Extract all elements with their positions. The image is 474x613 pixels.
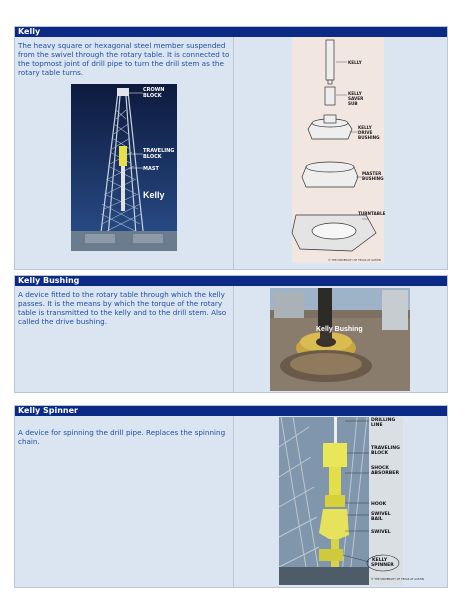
section-title: Kelly Bushing: [15, 276, 447, 286]
kelly-bushing-text-column: [15, 286, 234, 392]
svg-text:SWIVEL: SWIVEL: [371, 530, 391, 535]
kelly-spinner-description: A device for spinning the drill pipe. Replaces the spinning chain.: [18, 428, 226, 446]
kelly-spinner-text-column: [15, 416, 234, 587]
kelly-bushing-photo-column: [234, 286, 447, 392]
svg-text:BUSHING: BUSHING: [362, 176, 384, 181]
kelly-bushing-description: A device fitted to the rotary table through which the kelly passes. It is the means by which the torque of the rotary table is transmitted to the kelly and to the drill stem. Also called the drive bushing.: [18, 290, 227, 326]
svg-text:TURNTABLE: TURNTABLE: [358, 211, 386, 216]
svg-text:SUB: SUB: [348, 101, 358, 106]
svg-text:KELLY: KELLY: [372, 558, 388, 563]
svg-text:BLOCK: BLOCK: [371, 451, 389, 456]
diagram-credit: © THE UNIVERSITY OF TEXAS AT AUSTIN: [328, 259, 381, 262]
svg-text:BAIL: BAIL: [371, 517, 383, 522]
kelly-text-column: [15, 37, 234, 269]
svg-text:TRAVELING: TRAVELING: [143, 148, 175, 154]
svg-text:SHOCK: SHOCK: [371, 466, 389, 471]
svg-text:SPINNER: SPINNER: [371, 563, 394, 568]
kelly-description: The heavy square or hexagonal steel member suspended from the swivel through the rotary table. It is connected to the topmost joint of drill pipe to turn the drill stem as the rotary table turns.: [18, 41, 230, 77]
kelly-section: [14, 26, 448, 270]
svg-text:CROWN: CROWN: [143, 87, 165, 93]
section-title: Kelly: [15, 27, 447, 37]
kelly-spinner-photo-column: [234, 416, 447, 587]
svg-text:KELLY: KELLY: [348, 91, 362, 96]
kelly-assembly-diagram: [292, 37, 384, 263]
svg-text:KELLY: KELLY: [348, 60, 362, 65]
svg-text:BLOCK: BLOCK: [143, 154, 162, 160]
svg-text:BUSHING: BUSHING: [358, 135, 380, 140]
svg-text:TRAVELING: TRAVELING: [371, 446, 400, 451]
photo-credit: © THE UNIVERSITY OF TEXAS AT AUSTIN: [371, 578, 424, 581]
svg-text:DRILLING: DRILLING: [371, 418, 396, 423]
svg-text:DRIVE: DRIVE: [358, 130, 373, 135]
svg-text:SWIVEL: SWIVEL: [371, 512, 391, 517]
svg-text:HOOK: HOOK: [371, 502, 387, 507]
kelly-rig-photo: [71, 84, 177, 251]
svg-text:ABSORBER: ABSORBER: [371, 471, 399, 476]
section-title: Kelly Spinner: [15, 406, 447, 416]
kelly-bushing-section: [14, 275, 448, 393]
svg-text:LINE: LINE: [371, 423, 383, 428]
svg-text:MASTER: MASTER: [362, 171, 382, 176]
kelly-spinner-section: [14, 405, 448, 588]
svg-text:KELLY: KELLY: [358, 125, 372, 130]
svg-text:SAVER: SAVER: [348, 96, 364, 101]
svg-text:MAST: MAST: [143, 166, 159, 172]
kelly-diagram-column: [234, 37, 447, 269]
kelly-bushing-photo: [270, 288, 410, 391]
kelly-spinner-photo: [279, 417, 424, 585]
svg-text:Kelly: Kelly: [143, 190, 165, 200]
svg-text:BLOCK: BLOCK: [143, 93, 162, 99]
kelly-bushing-photo-label: Kelly Bushing: [316, 326, 363, 333]
